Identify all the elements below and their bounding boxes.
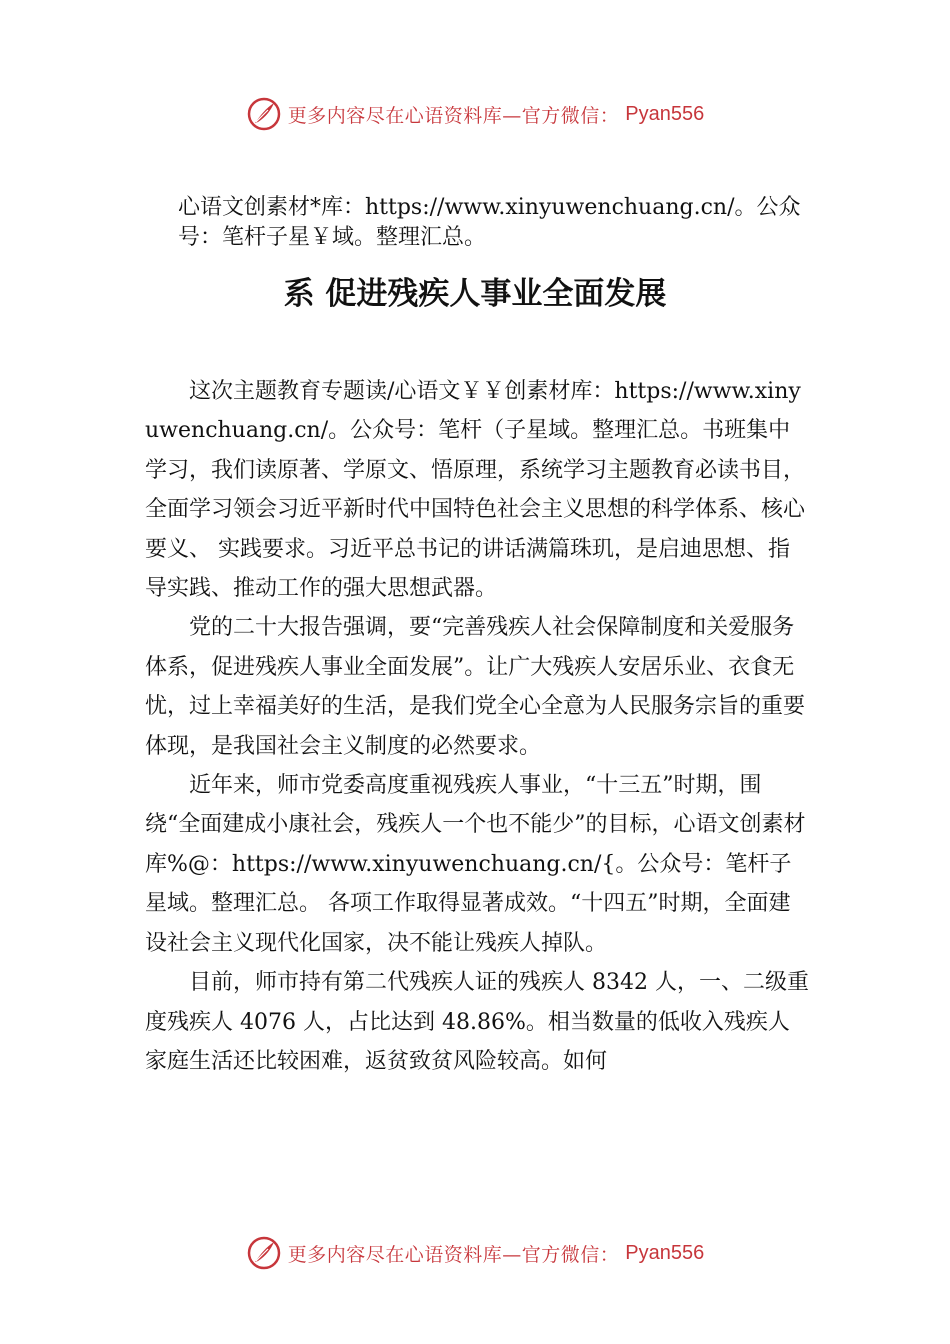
paragraph: 目前，师市持有第二代残疾人证的残疾人 8342 人，一、二级重度残疾人 4076 人，占比达到 48.86%。相当数量的低收入残疾人家庭生活还比较困难，返贫致贫风险较高。如何: [145, 970, 809, 1074]
document-title: 系 促进残疾人事业全面发展: [283, 276, 667, 312]
feather-pen-logo-icon: [246, 96, 282, 132]
footer-promo-text: 更多内容尽在心语资料库—官方微信：: [287, 1243, 620, 1266]
header-banner: [0, 94, 950, 134]
paragraph: 这次主题教育专题读/心语文￥￥创素材库：https://www.xinyuwenchuang.cn/。公众号：笔杆（子星域。整理汇总。书班集中学习，我们读原著、学原文、悟原理，系统学习主题教育必读书目，全面学习领会习近平新时代中国特色社会主义思想的科学体系、核心要义、 实践要求。习近平总书记的讲话满篇珠玑，是启迪思想、指导实践、推动工作的强大思想武器。: [145, 379, 806, 602]
footer-banner: [0, 1233, 950, 1273]
paragraph: 党的二十大报告强调，要“完善残疾人社会保障制度和关爱服务体系，促进残疾人事业全面发展”。让广大残疾人安居乐业、衣食无忧，过上幸福美好的生活，是我们党全心全意为人民服务宗旨的重要体现，是我国社会主义制度的必然要求。: [145, 615, 806, 759]
footer-wechat-id: Pyan556: [625, 1241, 705, 1264]
document-body: [145, 372, 809, 1081]
feather-pen-logo-icon: [246, 1235, 282, 1271]
source-note: 心语文创素材*库：https://www.xinyuwenchuang.cn/。公众号：笔杆子星￥域。整理汇总。: [178, 195, 801, 250]
header-wechat-id: Pyan556: [625, 102, 705, 125]
paragraph: 近年来，师市党委高度重视残疾人事业，“十三五”时期，围绕“全面建成小康社会，残疾人一个也不能少”的目标，心语文创素材库%@：https://www.xinyuwenchuang.cn/{。公众号：笔杆子星域。整理汇总。 各项工作取得显著成效。“十四五”时期，全面建设社会主义现代化国家，决不能让残疾人掉队。: [145, 773, 806, 956]
header-promo-text: 更多内容尽在心语资料库—官方微信：: [287, 104, 620, 127]
